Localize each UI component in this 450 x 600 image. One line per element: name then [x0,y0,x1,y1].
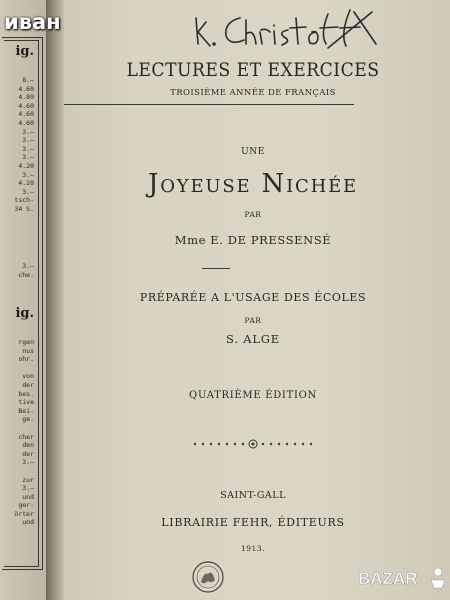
text-line: der [22,449,34,458]
book-title: Joyeuse Nichée [148,169,358,199]
par-label: PAR [244,210,262,219]
price: 4.80 [18,93,34,102]
left-page-section-header: ig. [15,306,34,321]
price: 8.— [22,76,34,84]
price: tsch- [14,196,34,205]
price: 4.20 [18,161,34,170]
par-label: PAR [244,316,262,325]
text-line: bes. [18,389,34,398]
author-name: Mme E. DE PRESSENSÉ [174,233,332,247]
price: 4.20 [18,179,34,188]
publisher-emblem-icon [191,560,225,594]
series-subtitle: TROISIÈME ANNÉE DE FRANÇAIS [170,88,336,98]
left-page-text-column [14,338,34,527]
text-line: ger- [18,501,34,510]
publication-year: 1913. [241,544,265,553]
watermark-label: иван [4,10,61,34]
left-page-header: ig. [15,44,34,59]
price: 4.60 [18,84,34,93]
text-line: ohr. [18,355,34,364]
text-line: rgen [18,338,34,346]
text-line: und [22,518,34,527]
header-rule [64,104,354,105]
editor-name: S. ALGE [226,332,280,346]
price: 3.— [22,127,34,136]
note-line: che. [18,270,34,279]
left-page-notes [18,262,34,279]
price: 3.— [22,153,34,162]
price: 4.60 [18,110,34,119]
text-line: cher [18,432,34,441]
text-line: der [22,380,34,389]
note-line: 3.— [22,262,34,270]
price: 4.60 [18,101,34,110]
article-une: UNE [241,147,265,157]
price: 34 S. [14,204,34,213]
text-line: den [22,441,34,450]
title-page [56,0,450,600]
left-page [0,0,47,600]
bazar-logo-text: BAZAR [358,569,418,588]
edition-label: QUATRIÈME ÉDITION [189,390,317,401]
text-line [14,424,34,433]
prepared-for-schools: PRÉPARÉE A L'USAGE DES ÉCOLES [139,291,367,304]
ornament-divider [191,438,315,450]
text-line: von [22,372,34,381]
publisher-name: LIBRAIRIE FEHR, ÉDITEURS [161,516,345,529]
series-title: LECTURES ET EXERCICES [126,60,380,81]
text-line: Bei- [18,406,34,415]
price: 3.— [22,187,34,196]
price: 3.— [22,136,34,145]
text-line: 3.— [22,458,34,467]
text-line: zur [22,475,34,484]
text-line: tive [18,398,34,407]
price: 3.— [22,144,34,153]
text-line [14,364,34,373]
handwritten-signature [188,4,384,56]
left-page-price-column [14,76,34,214]
price: 4.60 [18,118,34,127]
publication-place: SAINT-GALL [220,490,286,501]
text-line: örter [14,509,34,518]
text-line: 3.— [22,484,34,493]
text-line: und [22,492,34,501]
text-line: ge. [22,415,34,424]
text-line: nus [22,346,34,355]
text-line [14,467,34,476]
bazar-logo-icon [358,564,448,594]
short-divider [202,268,230,269]
price: 3.— [22,170,34,179]
